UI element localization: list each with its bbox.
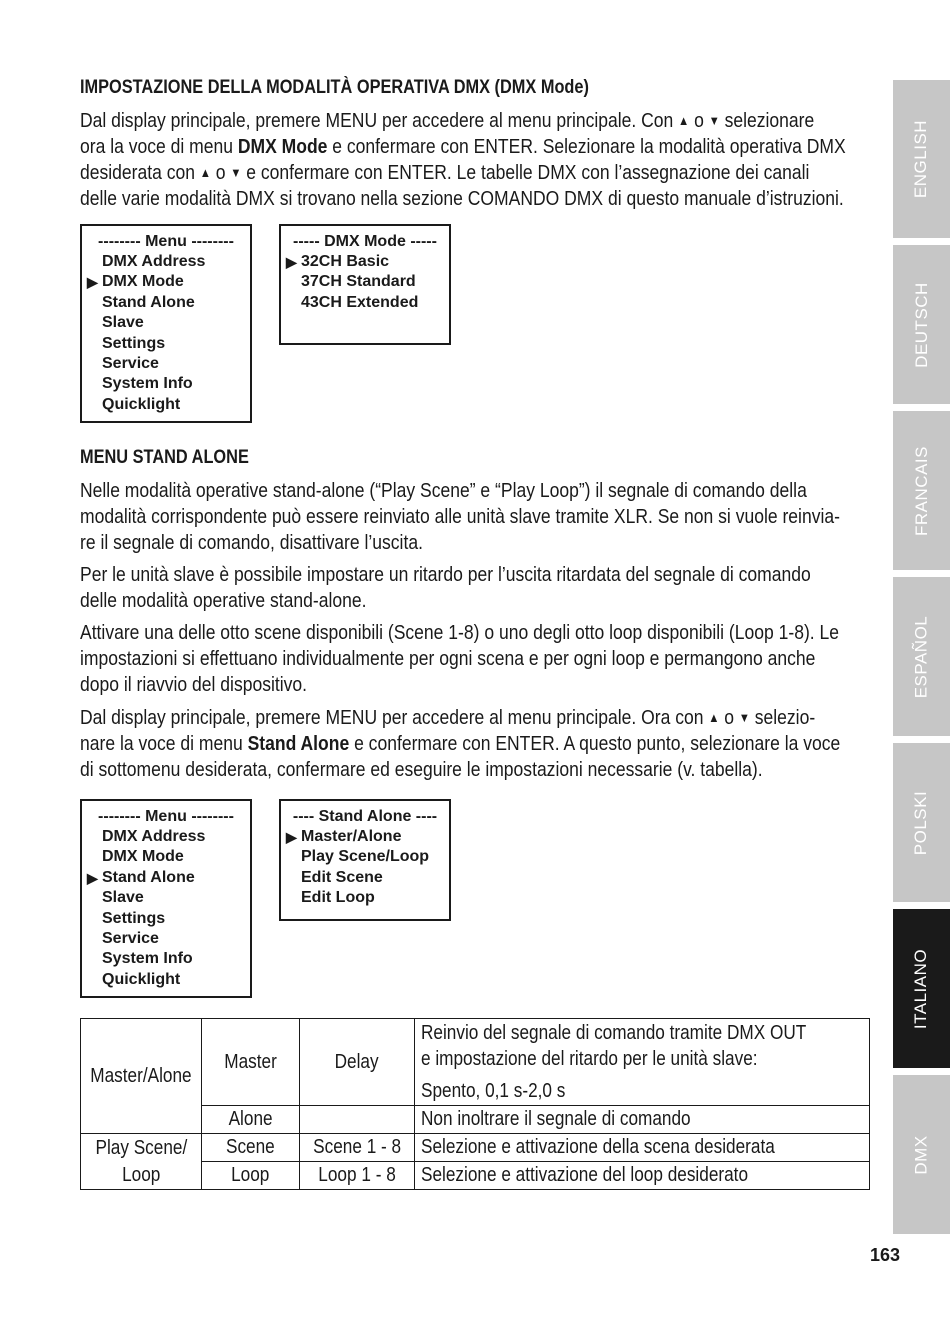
- table-cell: Master: [202, 1019, 300, 1106]
- arrow-down-icon: ▼: [738, 710, 750, 725]
- table-cell: [299, 1106, 414, 1134]
- menu-item: System Info: [102, 950, 193, 968]
- menu-item: Quicklight: [102, 395, 181, 413]
- table-cell: Loop 1 - 8: [299, 1162, 414, 1190]
- table-cell: Selezione e attivazione della scena desiderata: [415, 1134, 870, 1162]
- table-row: [81, 1019, 870, 1106]
- table-cell: Non inoltrare il segnale di comando: [415, 1106, 870, 1134]
- tab-francais[interactable]: FRANCAIS: [893, 411, 950, 570]
- table-cell: Delay: [299, 1019, 414, 1106]
- menu-item: Edit Loop: [301, 889, 375, 907]
- paragraph-stand-alone-1: Nelle modalità operative stand-alone (“Play Scene” e “Play Loop”) il segnale di comando della modalità corrispondente può essere reinviato alle unità slave tramite XLR. Se non si vuole reinvia- re il segnale di comando, disattivare l’uscita.: [80, 479, 840, 554]
- table-row: [81, 1134, 870, 1162]
- menu-item: Edit Scene: [301, 868, 383, 886]
- paragraph-stand-alone-4: Dal display principale, premere MENU per accedere al menu principale. Ora con ▲ o ▼ selezio- nare la voce di menu Stand Alone e confermare con ENTER. A questo punto, selezionare la voce di sottomenu desiderata, confermare ed eseguire le impostazioni necessarie (v. tabella).: [80, 706, 841, 781]
- stand-alone-settings-table: [80, 1018, 870, 1190]
- menu-item-ref: DMX Mode: [237, 135, 328, 158]
- menu-item: Service: [102, 929, 159, 947]
- paragraph-dmx-mode: Dal display principale, premere MENU per accedere al menu principale. Con ▲ o ▼ selezionare ora la voce di menu DMX Mode e confermare con ENTER. Selezionare la modalità operativa DMX desiderata con ▲ o ▼ e confermare con ENTER. Le tabelle DMX con l’assegnazione dei canali delle varie modalità DMX si trovano nella sezione COMANDO DMX di questo manuale d’istruzioni.: [80, 109, 846, 210]
- arrow-up-icon: ▲: [708, 710, 720, 725]
- dmx-mode-menu-box: [279, 224, 451, 345]
- tab-deutsch[interactable]: DEUTSCH: [893, 245, 950, 404]
- section-heading-dmx-mode: IMPOSTAZIONE DELLA MODALITÀ OPERATIVA DMX (DMX Mode): [80, 77, 589, 98]
- table-cell: Master/Alone: [81, 1019, 202, 1134]
- menu-header: -------- Menu --------: [98, 233, 234, 250]
- table-cell: Play Scene/ Loop: [81, 1134, 202, 1190]
- table-cell: Reinvio del segnale di comando tramite DMX OUT e impostazione del ritardo per le unità slave: Spento, 0,1 s-2,0 s: [415, 1019, 870, 1106]
- tab-polski[interactable]: POLSKI: [893, 743, 950, 902]
- arrow-down-icon: ▼: [708, 113, 720, 128]
- menu-item-selected: ▶ Master/Alone: [281, 827, 449, 847]
- menu-item: Settings: [102, 334, 166, 352]
- menu-header: ----- DMX Mode -----: [293, 233, 437, 250]
- menu-item: Slave: [102, 889, 144, 907]
- stand-alone-menu-box: [279, 799, 451, 921]
- menu-item: DMX Address: [102, 253, 206, 270]
- tab-italiano[interactable]: ITALIANO: [893, 909, 950, 1068]
- arrow-up-icon: ▲: [678, 113, 690, 128]
- menu-item: System Info: [102, 375, 193, 393]
- menu-item: Quicklight: [102, 970, 181, 988]
- pointer-icon: ▶: [87, 869, 98, 886]
- menu-item: Stand Alone: [102, 293, 195, 311]
- menu-item: Settings: [102, 909, 166, 927]
- arrow-down-icon: ▼: [230, 165, 242, 180]
- arrow-up-icon: ▲: [199, 165, 211, 180]
- paragraph-stand-alone-3: Attivare una delle otto scene disponibili (Scene 1-8) o uno degli otto loop disponibili (Loop 1-8). Le impostazioni si effettuano individualmente per ogni scena e per ogni loop e permangono anche dopo il riavvio del dispositivo.: [80, 621, 840, 696]
- menu-item: 43CH Extended: [301, 293, 419, 311]
- table-cell: Selezione e attivazione del loop desiderato: [415, 1162, 870, 1190]
- menu-item-selected: ▶ Stand Alone: [82, 868, 250, 888]
- menu-item-ref: Stand Alone: [247, 732, 350, 755]
- menu-item-selected: ▶ 32CH Basic: [281, 252, 449, 272]
- menu-item: 37CH Standard: [301, 273, 416, 291]
- tab-dmx[interactable]: DMX: [893, 1075, 950, 1234]
- menu-item: Service: [102, 354, 159, 372]
- menu-item-selected: ▶ DMX Mode: [82, 272, 250, 292]
- pointer-icon: ▶: [286, 254, 297, 270]
- paragraph-stand-alone-2: Per le unità slave è possibile impostare un ritardo per l’uscita ritardata del segnale di comando delle modalità operative stand-alone.: [80, 563, 811, 612]
- main-menu-box-1: [80, 224, 252, 423]
- pointer-icon: ▶: [87, 274, 98, 291]
- menu-item: DMX Address: [102, 828, 206, 845]
- main-menu-box-2: [80, 799, 252, 998]
- menu-item: Play Scene/Loop: [301, 848, 430, 866]
- pointer-icon: ▶: [286, 829, 297, 845]
- tab-english[interactable]: ENGLISH: [893, 80, 950, 238]
- menu-item: DMX Mode: [102, 848, 184, 866]
- menu-item: Slave: [102, 314, 144, 332]
- table-cell: Scene: [202, 1134, 300, 1162]
- table-cell: Alone: [202, 1106, 300, 1134]
- table-cell: Scene 1 - 8: [299, 1134, 414, 1162]
- page-number: 163: [870, 1245, 901, 1265]
- section-heading-stand-alone: MENU STAND ALONE: [80, 447, 249, 468]
- menu-header: ---- Stand Alone ----: [292, 808, 438, 825]
- table-cell: Loop: [202, 1162, 300, 1190]
- tab-espanol[interactable]: ESPAÑOL: [893, 577, 950, 736]
- menu-header: -------- Menu --------: [98, 808, 234, 825]
